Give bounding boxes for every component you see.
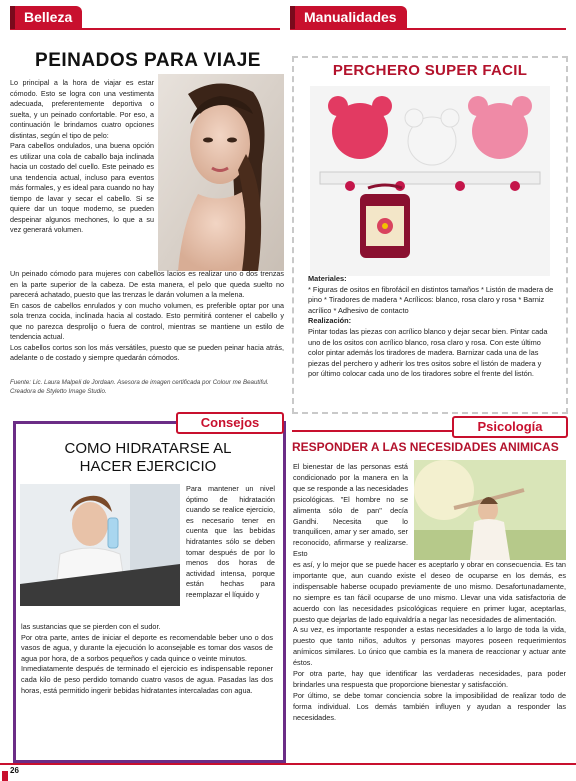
section-tag-consejos: Consejos: [176, 412, 284, 434]
peinados-body-text: Un peinado cómodo para mujeres con cabellos lacios es realizar uno o dos trenzas en la parte superior de la cabeza. De esta manera, el pelo que queda suelto no parecerá achatado, puesto que las trenzas le darán volumen a la melena. En casos de cabellos enrulados y con mucho volumen, es preferible optar por una sola trenza cocida, inclinada hacia al costado. Esto permitirá contener el cabello y que no parezca desprolijo o fuera de control, mientras se mantiene un estilo de tendencia actual. Los cabellos cortos son los más versátiles, puesto que se pueden peinar hacia atrás, adelante o de costado y siempre quedarán cómodos.: [10, 269, 284, 362]
source-note: Fuente: Lic. Laura Malpeli de Jordaan. Asesora de imagen certificada por Colour me Beautiful. Creadora de Styletto Image Studio.: [10, 379, 269, 395]
page-number: 26: [10, 766, 19, 775]
bear-coat-rack-photo: [310, 86, 550, 276]
corner-marker: [2, 771, 8, 781]
materials-list: * Figuras de ositos en fibrofácil en distintos tamaños * Listón de madera de pino * Tiradores de madera * Acrílicos: blanco, rosa claro y rosa * Barniz acrílico * Adhesivo de contacto: [308, 284, 554, 315]
section-tag-belleza: Belleza: [10, 6, 82, 29]
footer-rule: [0, 763, 576, 765]
article-perchero: [292, 56, 568, 414]
woman-nature-photo: [414, 460, 566, 560]
necesidades-title: RESPONDER A LAS NECESIDADES ANIMICAS: [292, 440, 559, 454]
hidratarse-wrapped-text: Para mantener un nivel óptimo de hidratación cuando se realice ejercicio, es necesario tener en cuenta que las bebidas hidratantes sólo se deben tomar después de por lo menos dos horas de actividad intensa, porque están hechas para reemplazar el líquido y: [186, 484, 275, 599]
hidratarse-body-text: las sustancias que se pierden con el sudor. Por otra parte, antes de iniciar el deporte es recomendable beber uno o dos vasos de agua, y durante la ejecución lo aconsejable es tomar dos vasos de agua por hora, de a sorbos pequeños y cada quince o veinte minutos. Inmediatamente después de terminado el ejercicio es indispensable reponer cada kilo de peso perdido tomando cuatro vasos de agua. Pasadas las dos horas, está permitido ingerir bebidas hidratantes intercaladas con agua.: [21, 622, 273, 695]
section-tag-psicologia: Psicología: [452, 416, 568, 438]
steps-text: Pintar todas las piezas con acrílico blanco y dejar secar bien. Pintar cada uno de los ositos con acrílico blanco, rosa claro y rosa. Con este último color pintar además los tiradores de madera. Barnizar cada una de las piezas del perchero y adherir los tres ositos sobre el listón de madera y por último colocar cada uno de los tiradores sobre el frente del listón.: [308, 326, 548, 379]
woman-portrait-photo: [158, 74, 284, 271]
steps-heading: Realización:: [308, 316, 352, 326]
necesidades-wrapped-text: El bienestar de las personas está condicionado por la manera en la que se responde a las necesidades psicológicas. "El hombre no se alimenta sólo de pan" decía Gandhi. Necesita que lo tranquilicen, amar y ser amado, ser reconocido, afirmarse y realizarse. Esto: [293, 462, 408, 559]
article-peinados: [10, 36, 285, 396]
materials-heading: Materiales:: [308, 274, 347, 283]
peinados-wrapped-text: Lo principal a la hora de viajar es estar cómodo. Esto se logra con una vestimenta adecuada, preferentemente deportiva o suelta, y un peinado confortable. Por eso, a continuación le brindamos cuatro opciones distintas, según el tipo de pelo: Para cabellos ondulados, una buena opción es utilizar una cola de caballo baja inclinada hacia un costado del cuello. Este peinado es una tendencia actual, incluso para eventos más formales, y es ideal para cuando no hay tiempo de lavar y secar el cabello. Si se quiere dar un toque moderno, se pueden despeinar algunos mechones, lo que a su vez generará volumen.: [10, 78, 154, 234]
perchero-title: PERCHERO SUPER FACIL: [332, 62, 528, 79]
hidratarse-title: COMO HIDRATARSE AL HACER EJERCICIO: [64, 440, 232, 475]
woman-drinking-water-photo: [20, 484, 180, 606]
perchero-text: [308, 274, 554, 380]
page-title: PEINADOS PARA VIAJE: [35, 50, 261, 71]
section-tag-manualidades: Manualidades: [290, 6, 407, 29]
necesidades-body-text: es así, y lo mejor que se puede hacer es aceptarlo y obrar en consecuencia. Es tan importante que, aun cuando existe el deseo de ocuparse en los demás, es indispensable haberse ocupado previamente de uno mismo. Desafortunadamente, no siempre es tan fácil ocuparse de uno mismo. Llevar una vida satisfactoria de acuerdo con las necesidades psicológicas requiere en primer lugar, aceptarlas, puesto que dejarlas de lado equivaldría a negar las necesidades de alimentación. A su vez, es importante responder a estas necesidades a lo largo de toda la vida, puesto que tanto niños, adultos y personas mayores poseen requerimientos anímicos similares. Lo único que cambia es la manera de reaccionar y actuar ante éstos. Por otra parte, hay que identificar las verdaderas necesidades, para poder brindarles una respuesta que proporcione bienestar y satisfacción. Por último, se debe tomar conciencia sobre la imposibilidad de realizar todo de forma individual. Los demás también influyen y ayudan a responder las necesidades.: [293, 560, 566, 722]
